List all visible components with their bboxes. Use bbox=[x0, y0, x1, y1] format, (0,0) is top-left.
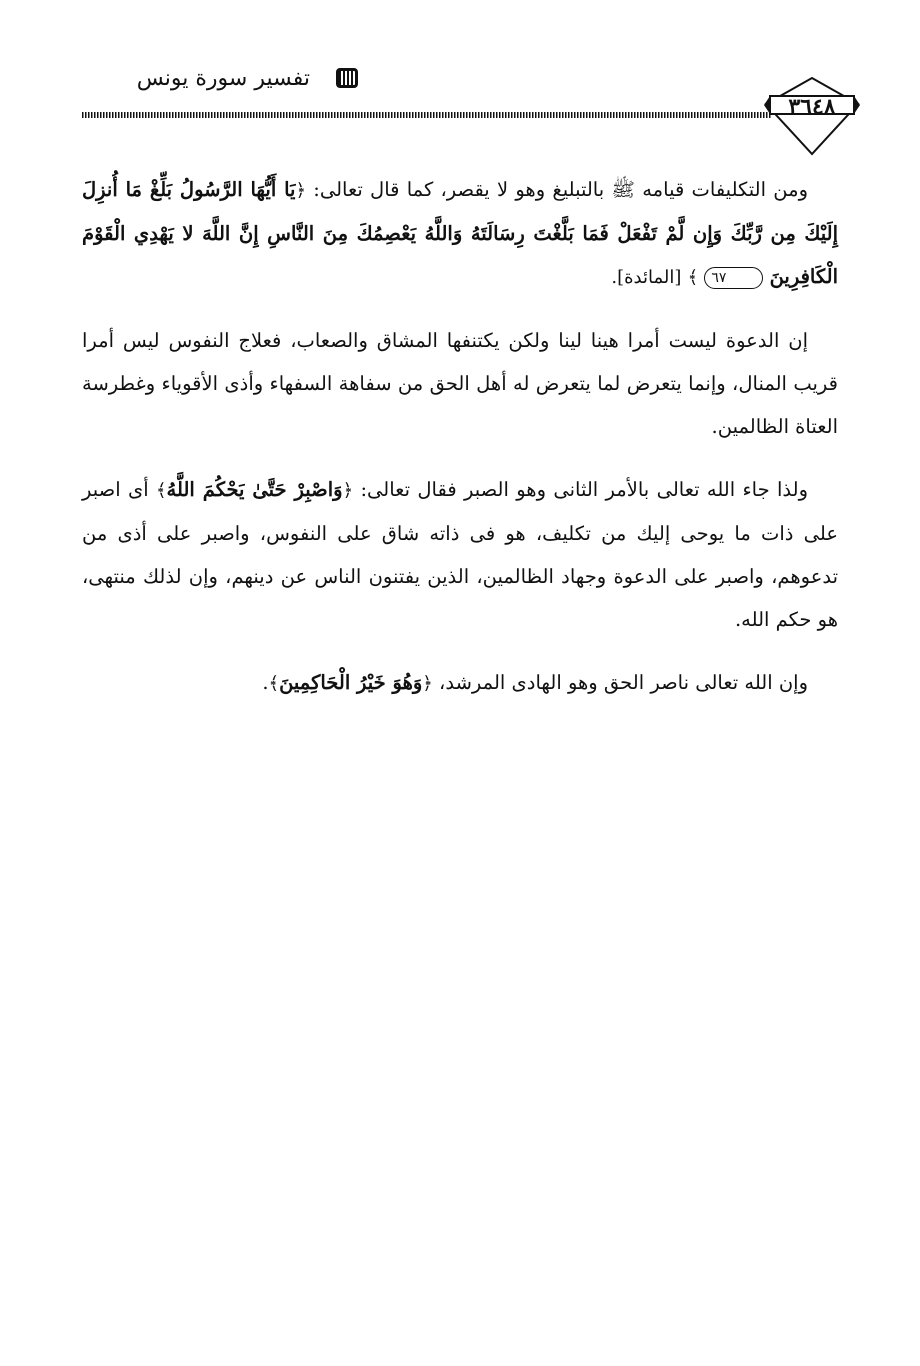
header-rule bbox=[82, 112, 772, 118]
quran-bracket-close: ﴾ bbox=[687, 267, 699, 288]
paragraph-text: وإن الله تعالى ناصر الحق وهو الهادى المرشد، bbox=[439, 671, 808, 694]
quran-bracket-open: ﴿ bbox=[342, 480, 354, 501]
surah-reference: [المائدة]. bbox=[611, 267, 682, 288]
paragraph-text: أى اصبر على ذات ما يوحى إليك من تكليف، هو فى ذاته شاق على النفوس، واصبر على أذى من تدعوهم، واصبر على الدعوة وجهاد الظالمين، الذين يفتنون الناس عن دينهم، وإن لذلك منتهى، هو حكم الله. bbox=[82, 478, 838, 631]
paragraph bbox=[82, 468, 838, 641]
quran-bracket-open: ﴿ bbox=[295, 180, 307, 201]
ayah-number: ٦٧ bbox=[704, 267, 763, 289]
quran-bracket-close: ﴾ bbox=[268, 673, 280, 694]
page-body bbox=[82, 168, 838, 725]
paragraph bbox=[82, 319, 838, 448]
paragraph bbox=[82, 661, 838, 705]
page-header bbox=[0, 0, 920, 160]
paragraph-text: ومن التكليفات قيامه ﷺ بالتبليغ وهو لا يقصر، كما قال تعالى: bbox=[313, 178, 808, 201]
paragraph-text: ولذا جاء الله تعالى بالأمر الثانى وهو الصبر فقال تعالى: bbox=[360, 478, 808, 501]
quran-verse: يَا أَيُّهَا الرَّسُولُ بَلِّغْ مَا أُنزِلَ إِلَيْكَ مِن رَّبِّكَ وَإِن لَّمْ تَفْعَلْ فَمَا بَلَّغْتَ رِسَالَتَهُ وَاللَّهُ يَعْصِمُكَ مِنَ النَّاسِ إِنَّ اللَّهَ لا يَهْدِي الْقَوْمَ الْكَافِرِينَ bbox=[82, 178, 838, 288]
page-number: ٣٦٤٨ bbox=[788, 94, 836, 120]
paragraph-text: إن الدعوة ليست أمرا هينا لينا ولكن يكتنفها المشاق والصعاب، فعلاج النفوس ليس أمرا قريب المنال، وإنما يتعرض لما يتعرض له أهل الحق من سفاهة السفهاء وأذى الأقوياء وغطرسة العتاة الظالمين. bbox=[82, 329, 838, 438]
paragraph bbox=[82, 168, 838, 299]
quran-verse: وَهُوَ خَيْرُ الْحَاكِمِينَ bbox=[279, 671, 423, 694]
quran-bracket-close: ﴾ bbox=[155, 480, 167, 501]
header-ornament-icon bbox=[336, 68, 358, 88]
running-title: تفسير سورة يونس bbox=[136, 66, 310, 91]
quran-bracket-open: ﴿ bbox=[422, 673, 433, 694]
paragraph-end: . bbox=[262, 671, 269, 694]
quran-verse: وَاصْبِرْ حَتَّىٰ يَحْكُمَ اللَّهُ bbox=[166, 478, 343, 501]
